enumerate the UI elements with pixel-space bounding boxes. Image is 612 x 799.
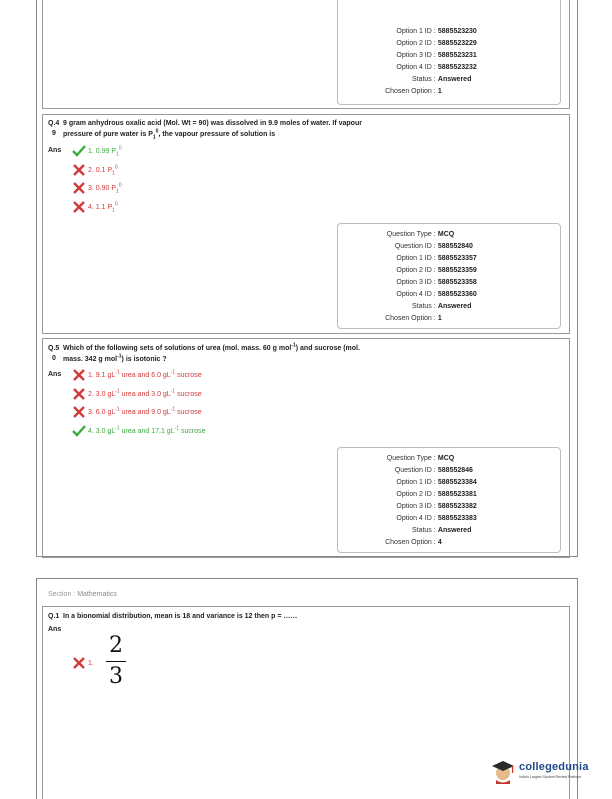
detail-row: Status : Answered [411,527,472,534]
detail-row: Option 3 ID : 5885523358 [396,279,477,286]
detail-row: Option 3 ID : 5885523231 [396,52,477,59]
question-5-number: Q.5 [48,345,60,352]
detail-row: Option 2 ID : 5885523229 [396,40,477,47]
question-3-details-box [337,0,561,105]
detail-row: Option 4 ID : 5885523383 [396,515,477,522]
detail-row: Question Type : MCQ [386,455,455,462]
question-5-details-box [337,447,561,553]
fraction-numerator: 2 [109,633,123,658]
brand-tagline: India's Largest Student Review Platform [519,775,582,779]
detail-row: Chosen Option : 1 [385,88,442,95]
detail-row: Option 1 ID : 5885523230 [396,28,477,35]
detail-row: Question ID : 588552840 [394,243,473,250]
check-icon [72,425,86,437]
section-label: Section : Mathematics [48,591,117,598]
detail-row: Chosen Option : 4 [385,539,442,546]
cross-icon [72,164,86,176]
detail-row: Status : Answered [411,76,472,83]
detail-row: Option 1 ID : 5885523357 [396,255,477,262]
detail-row: Question ID : 588552846 [394,467,473,474]
question-5-number-suffix: 0 [52,355,56,362]
question-5-text: Which of the following sets of solutions of urea (mol. mass. 60 g mol$^{-1}$) and sucrose (mol. mass. 342 g mol$^{-1}$) is isotonic ? [63,342,360,363]
option-1: 1. 0.99 $P_1^0$ [88,145,122,158]
math-question-1-number: Q.1 [48,613,60,620]
option-1-label: 1. [88,660,94,667]
cross-icon [72,182,86,194]
detail-row: Option 4 ID : 5885523232 [396,64,477,71]
question-4-number-suffix: 9 [52,130,56,137]
detail-row: Option 2 ID : 5885523359 [396,267,477,274]
option-2: 2. 3.0 $gL^{-1}$ urea and 3.0 $gL^{-1}$ sucrose [88,388,202,398]
option-3: 3. 6.0 $gL^{-1}$ urea and 9.0 $gL^{-1}$ sucrose [88,406,202,416]
answer-label: Ans [48,371,62,378]
question-4-details-box [337,223,561,329]
detail-row: Question Type : MCQ [386,231,455,238]
fraction [104,633,128,690]
cross-icon [72,657,86,669]
detail-row: Option 2 ID : 5885523381 [396,491,477,498]
cross-icon [72,369,86,381]
option-1: 1. 9.1 $gL^{-1}$ urea and 6.0 $gL^{-1}$ sucrose [88,369,202,379]
option-4: 4. 1.1 $P_1^0$ [88,201,118,214]
option-2: 2. 0.1 $P_1^0$ [88,164,118,177]
detail-row: Option 3 ID : 5885523382 [396,503,477,510]
detail-row: Option 1 ID : 5885523384 [396,479,477,486]
brand-name: collegedunia [519,761,589,773]
fraction-bar [106,661,126,662]
question-4-text: 9 gram anhydrous oxalic acid (Mol. Wt = 90) was dissolved in 9.9 moles of water. If vapour pressure of pure water is $P_1^0$, the vapour pressure of solution is [63,120,362,141]
fraction-denominator: 3 [109,664,123,689]
answer-label: Ans [48,147,62,154]
detail-row: Chosen Option : 1 [385,315,442,322]
math-question-1-text: In a bionomial distribution, mean is 18 and variance is 12 then p = …… [63,613,298,620]
answer-label: Ans [48,626,62,633]
option-3: 3. 0.90 $P_1^0$ [88,182,122,195]
detail-row: Option 4 ID : 5885523360 [396,291,477,298]
option-4: 4. 3.0 $gL^{-1}$ urea and 17.1 $gL^{-1}$ sucrose [88,425,206,435]
cross-icon [72,406,86,418]
brand-logo [490,758,606,784]
cross-icon [72,201,86,213]
graduate-icon [490,758,516,784]
cross-icon [72,388,86,400]
check-icon [72,145,86,157]
question-4-number: Q.4 [48,120,60,127]
detail-row: Status : Answered [411,303,472,310]
